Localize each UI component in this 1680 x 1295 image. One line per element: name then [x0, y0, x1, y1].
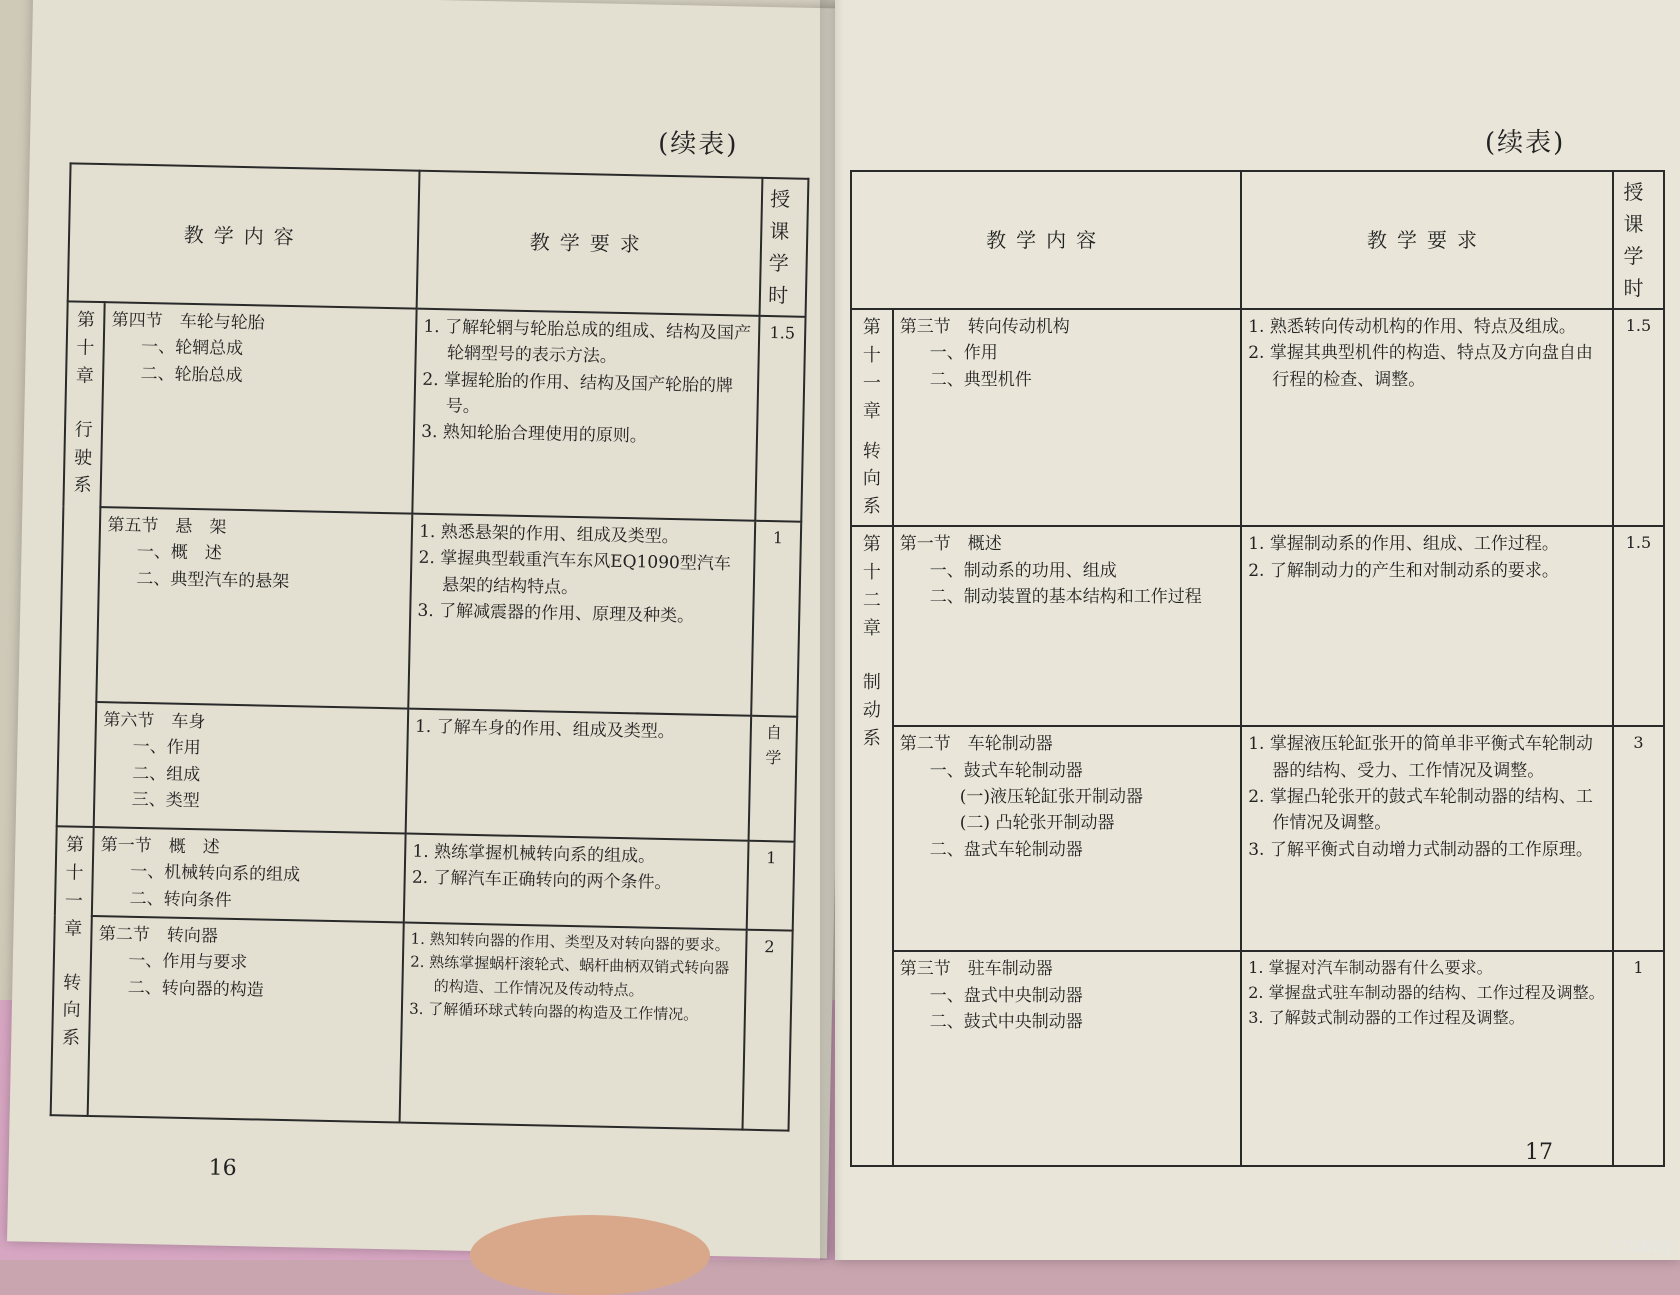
section-content [893, 726, 1241, 951]
section-requirements [404, 834, 749, 930]
section-content [893, 526, 1241, 726]
section-item: 一、制动系的功用、组成 [929, 560, 1117, 581]
header-hours-line2: 学时 [767, 251, 800, 308]
section-hours: 1 [747, 841, 795, 931]
requirement-item: 3. 了解鼓式制动器的工作过程及调整。 [1248, 1007, 1525, 1027]
header-hours-line1: 授课 [769, 187, 801, 244]
left-page [7, 0, 853, 1258]
requirement-item: 1. 熟练掌握机械转向系的组成。 [412, 841, 656, 867]
continued-label: (续表) [657, 128, 739, 161]
chapter-char: 系 [862, 496, 881, 518]
header-requirements: 教学要求 [417, 171, 763, 316]
continued-label: (续表) [1485, 128, 1566, 158]
table-row [851, 526, 1664, 726]
chapter-char: 章 [862, 400, 881, 422]
chapter-char: 第 [862, 317, 881, 338]
section-title: 第二节 转向器 [98, 924, 219, 947]
section-content [893, 309, 1241, 526]
section-content [88, 916, 404, 1122]
section-hours: 1 [1613, 951, 1664, 1166]
requirement-item: 2. 掌握凸轮张开的鼓式车轮制动器的结构、工作情况及调整。 [1248, 786, 1593, 834]
book-gutter-shadow [820, 0, 860, 1260]
table-row [55, 826, 795, 930]
section-hours: 3 [1613, 726, 1664, 951]
section-hours: 2 [743, 930, 793, 1131]
chapter-char: 系 [862, 727, 881, 749]
section-item: 二、轮胎总成 [140, 363, 243, 386]
table-row [51, 915, 793, 1130]
section-subitem: (二) 凸轮张开制动器 [959, 813, 1115, 834]
syllabus-table-right [850, 170, 1665, 1167]
requirement-item: 2. 熟练掌握蜗杆滚轮式、蜗杆曲柄双销式转向器的构造、工作情况及传动特点。 [409, 952, 730, 1000]
header-requirements: 教学要求 [1241, 171, 1613, 309]
section-item: 三、类型 [131, 789, 200, 812]
section-title: 第三节 驻车制动器 [899, 959, 1053, 980]
section-item: 二、转向条件 [129, 888, 232, 911]
section-subitem: (一)液压轮缸张开制动器 [959, 786, 1144, 807]
chapter-char: 十 [65, 862, 84, 884]
chapter-char: 第 [862, 534, 881, 556]
section-title: 第一节 概 述 [100, 835, 220, 858]
section-content [92, 827, 406, 923]
chapter-char: 十 [862, 562, 881, 584]
requirement-item: 2. 了解汽车正确转向的两个条件。 [411, 868, 672, 894]
section-item: 二、典型机件 [929, 369, 1032, 390]
section-item: 一、机械转向系的组成 [129, 862, 301, 886]
page-number: 17 [1525, 1140, 1553, 1165]
table-row [851, 726, 1664, 951]
finger [470, 1215, 710, 1295]
chapter-char: 向 [862, 468, 881, 490]
section-item: 二、组成 [132, 763, 201, 785]
requirement-item: 1. 掌握液压轮缸张开的简单非平衡式车轮制动器的结构、受力、工作情况及调整。 [1248, 734, 1593, 781]
chapter-char: 行 [74, 419, 93, 441]
section-item: 一、作用 [132, 737, 201, 759]
requirement-item: 1. 熟悉转向传动机构的作用、特点及组成。 [1248, 317, 1576, 337]
requirement-item: 1. 熟悉悬架的作用、组成及类型。 [418, 521, 679, 548]
section-item: 一、概 述 [136, 542, 223, 564]
header-hours [760, 178, 809, 317]
section-item: 二、鼓式中央制动器 [929, 1011, 1083, 1032]
section-hours: 1.5 [1613, 309, 1664, 526]
page-number: 16 [208, 1155, 237, 1182]
requirement-item: 1. 掌握制动系的作用、组成、工作过程。 [1248, 534, 1559, 555]
requirement-item: 1. 熟知转向器的作用、类型及对转向器的要求。 [410, 929, 730, 955]
section-requirements [1241, 309, 1613, 526]
section-title: 第三节 转向传动机构 [899, 317, 1070, 337]
section-hours: 1.5 [1613, 526, 1664, 726]
chapter-char: 章 [862, 617, 881, 639]
chapter-char: 驶 [73, 447, 93, 469]
section-title: 第四节 车轮与轮胎 [111, 310, 265, 334]
section-requirements [406, 709, 752, 841]
requirement-item: 2. 掌握盘式驻车制动器的结构、工作过程及调整。 [1248, 983, 1605, 1003]
chapter-char: 系 [73, 474, 92, 497]
requirement-item: 1. 了解轮辋与轮胎总成的组成、结构及国产轮辋型号的表示方法。 [423, 316, 752, 368]
chapter-char: 转 [862, 440, 881, 462]
section-item: 一、鼓式车轮制动器 [929, 760, 1083, 781]
section-item: 二、典型汽车的悬架 [136, 568, 290, 592]
header-hours [1613, 171, 1664, 309]
header-content: 教学内容 [851, 171, 1241, 309]
chapter-char: 转 [62, 971, 82, 994]
section-item: 一、作用 [929, 343, 998, 364]
section-hours: 1 [751, 521, 801, 717]
requirement-item: 1. 掌握对汽车制动器有什么要求。 [1248, 958, 1493, 978]
header-hours-line1: 授课 [1623, 180, 1654, 236]
requirement-item: 3. 了解平衡式自动增力式制动器的工作原理。 [1248, 839, 1593, 860]
watermark: cruboy [1612, 1235, 1674, 1256]
section-content [97, 507, 413, 708]
requirement-item: 3. 了解减震器的作用、原理及种类。 [417, 600, 695, 627]
chapter-char: 第 [76, 309, 96, 331]
right-page [835, 0, 1680, 1260]
section-item: 一、作用与要求 [128, 951, 248, 974]
section-title: 第六节 车身 [103, 710, 206, 733]
chapter-char: 第 [65, 834, 85, 856]
header-row [68, 163, 809, 316]
header-hours-line2: 学时 [1623, 244, 1654, 300]
section-item: 一、轮辋总成 [140, 337, 244, 360]
requirement-item: 2. 掌握轮胎的作用、结构及国产轮胎的牌号。 [422, 369, 734, 418]
chapter-label [51, 826, 94, 1116]
chapter-char: 章 [64, 918, 83, 940]
table-row [851, 951, 1664, 1166]
header-content: 教学内容 [68, 163, 420, 308]
chapter-char: 系 [61, 1027, 81, 1050]
section-requirements [408, 514, 755, 716]
requirement-item: 3. 熟知轮胎合理使用的原则。 [421, 422, 648, 447]
section-item: 一、盘式中央制动器 [929, 985, 1083, 1006]
section-item: 二、转向器的构造 [127, 977, 264, 1001]
section-requirements [1241, 951, 1613, 1166]
section-title: 第五节 悬 架 [107, 515, 227, 538]
table-row [59, 506, 801, 716]
section-title: 第一节 概述 [899, 534, 1002, 555]
section-content [94, 702, 408, 834]
requirement-item: 2. 了解制动力的产生和对制动系的要求。 [1248, 560, 1559, 581]
chapter-char: 制 [862, 671, 881, 693]
header-row [851, 171, 1664, 309]
section-requirements [413, 309, 760, 521]
chapter-char: 二 [862, 590, 881, 612]
section-hours: 自学 [749, 716, 797, 842]
section-requirements [400, 923, 747, 1130]
requirement-item: 1. 了解车身的作用、组成及类型。 [414, 716, 675, 743]
table-row [851, 309, 1664, 526]
table-row [63, 301, 805, 521]
section-requirements [1241, 726, 1613, 951]
chapter-char: 十 [76, 337, 95, 359]
section-hours: 1.5 [755, 316, 805, 522]
requirement-item: 3. 了解循环球式转向器的构造及工作情况。 [409, 999, 699, 1024]
section-content [893, 951, 1241, 1166]
section-content [101, 302, 417, 513]
requirement-item: 2. 掌握其典型机件的构造、特点及方向盘自由行程的检查、调整。 [1248, 343, 1593, 390]
table-row [57, 701, 797, 841]
section-title: 第二节 车轮制动器 [899, 734, 1053, 755]
chapter-char: 十 [862, 344, 881, 366]
chapter-char: 向 [62, 999, 81, 1022]
section-item: 二、盘式车轮制动器 [929, 839, 1083, 860]
chapter-char: 一 [862, 372, 881, 394]
requirement-item: 2. 掌握典型载重汽车东风EQ1090型汽车悬架的结构特点。 [418, 548, 732, 598]
chapter-char: 动 [862, 699, 881, 721]
section-item: 二、制动装置的基本结构和工作过程 [929, 586, 1202, 607]
syllabus-table-left [50, 162, 810, 1131]
chapter-char: 章 [75, 365, 95, 387]
section-requirements [1241, 526, 1613, 726]
chapter-char: 一 [64, 890, 84, 912]
